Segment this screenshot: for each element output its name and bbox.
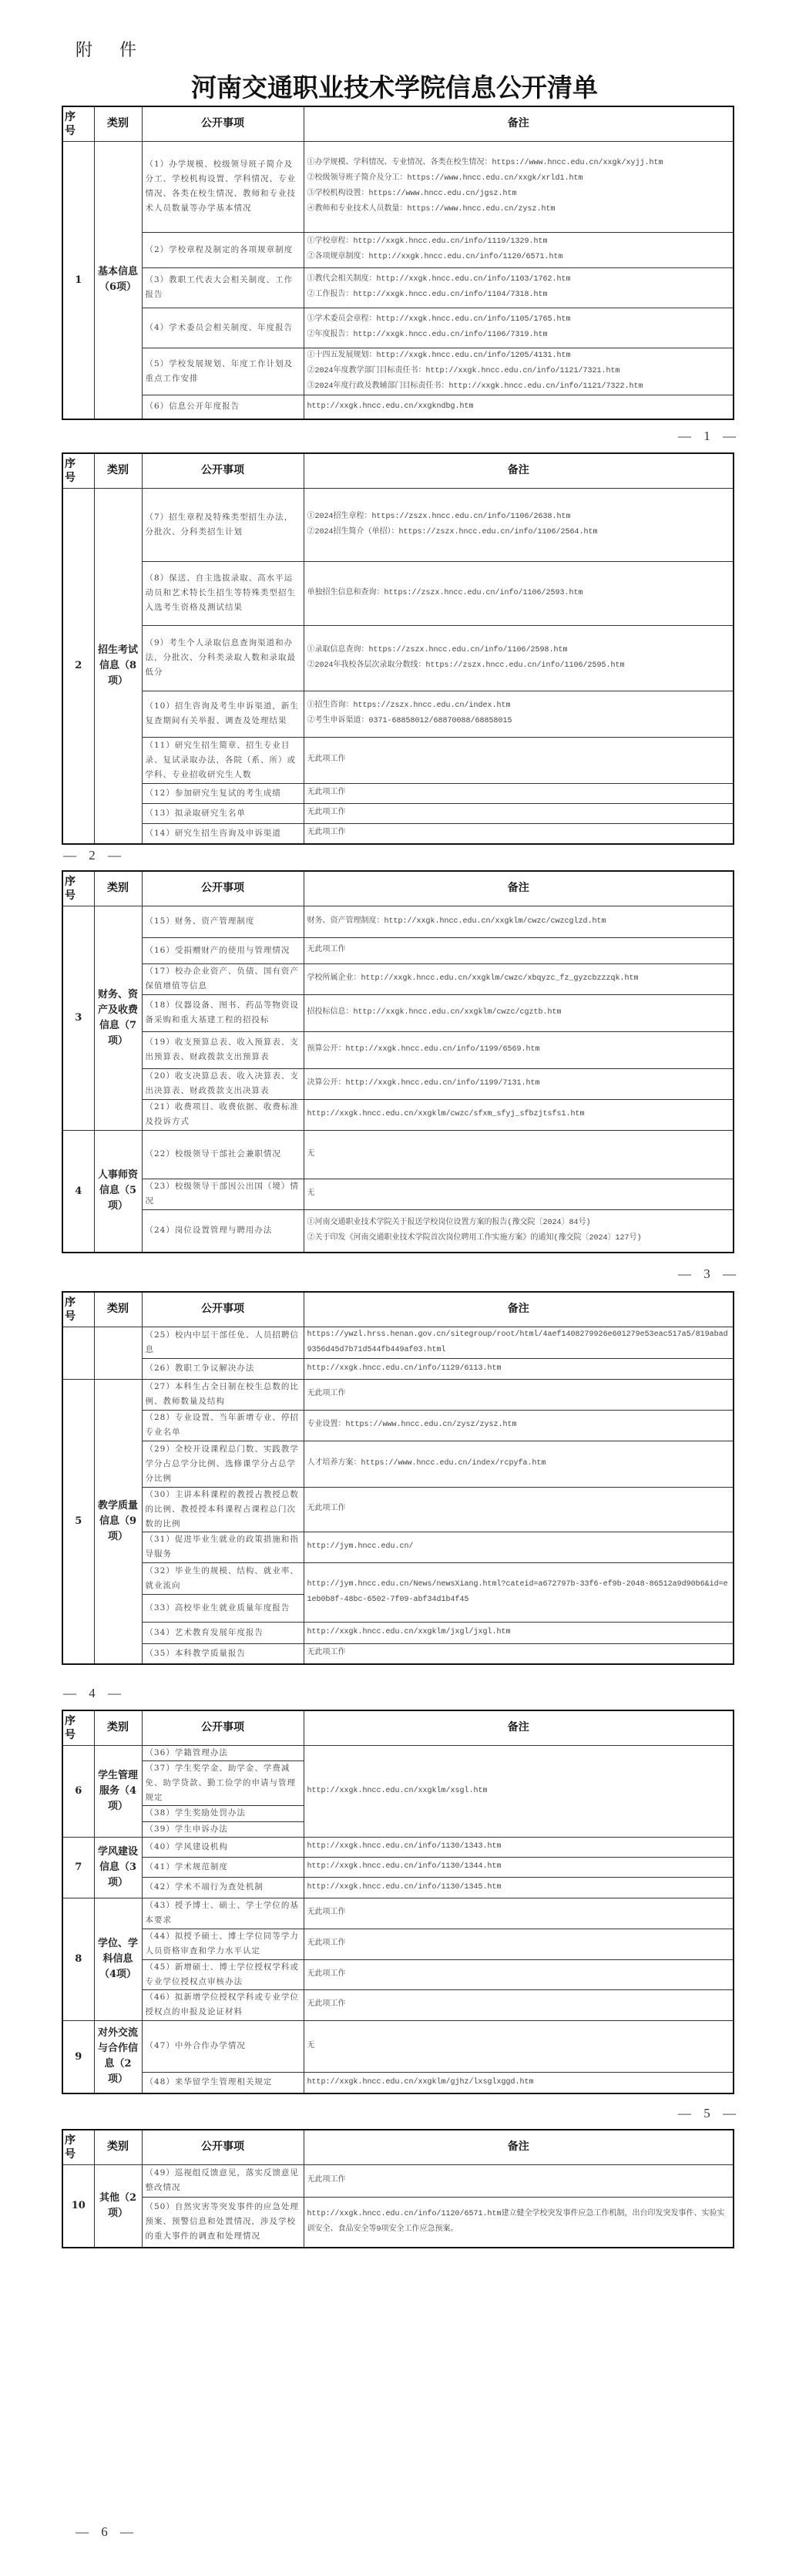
note-text: 无此项工作 [307,1649,346,1658]
table-row [62,1441,734,1487]
disclosure-item: （44）拟授予硕士、博士学位同等学力人员资格审查和学力水平认定 [142,1929,304,1959]
table-row [62,1327,734,1358]
note-text: 无此项工作 [307,1390,346,1398]
disclosure-item: （37）学生奖学金、助学金、学费减免、助学贷款、勤工俭学的申请与管理规定 [142,1760,304,1805]
disclosure-item: （3）教职工代表大会相关制度、工作报告 [142,267,304,308]
note-link[interactable]: 人才培养方案：https://www.hncc.edu.cn/index/rcpyfa.htm [307,1459,546,1468]
note-link[interactable]: 学校所属企业：http://xxgk.hncc.edu.cn/xxgklm/cwzc/xbqyzc_fz_gyzcbzzzqk.htm [307,974,639,983]
note-text: 无此项工作 [307,809,346,817]
note-link[interactable]: http://xxgk.hncc.edu.cn/info/1129/6113.htm [307,1364,502,1373]
table-header-row [62,106,734,141]
disclosure-item: （31）促进毕业生就业的政策措施和指导服务 [142,1532,304,1562]
row-seq: 3 [62,906,94,1130]
table-row [62,2164,734,2197]
row-category: 人事师资信息（5项） [94,1130,142,1253]
disclosure-item: （28）专业设置、当年新增专业、停招专业名单 [142,1410,304,1441]
disclosure-note [304,1410,734,1441]
disclosure-note [304,308,734,348]
table-row [62,963,734,994]
row-category: 对外交流与合作信息（2项） [94,2020,142,2093]
table-row [62,625,734,691]
disclosure-item: （46）拟新增学位授权学科或专业学位授权点的申报及论证材料 [142,1989,304,2020]
disclosure-item: （25）校内中层干部任免、人员招聘信息 [142,1327,304,1358]
header-seq: 序 号 [62,1710,94,1745]
note-link[interactable]: ②校级领导班子简介及分工：https://www.hncc.edu.cn/xxgk/xrld1.htm [307,174,583,183]
page-number: — 4 — [63,1686,126,1700]
disclosure-item: （19）收支预算总表、收入预算表、支出预算表、财政拨款支出预算表 [142,1031,304,1068]
header-note: 备注 [304,1292,734,1327]
table-row [62,1898,734,1929]
note-text: 无此项工作 [307,1969,346,1979]
disclosure-item: （32）毕业生的规模、结构、就业率、就业流向 [142,1562,304,1594]
table-row [62,395,734,419]
table-row [62,2072,734,2093]
note-link[interactable]: http://xxgk.hncc.edu.cn/xxgklm/jxgl/jxgl.htm [307,1628,511,1636]
disclosure-item: （22）校级领导干部社会兼职情况 [142,1130,304,1179]
header-item: 公开事项 [142,1710,304,1745]
disclosure-item: （40）学风建设机构 [142,1837,304,1857]
note-link[interactable]: ①办学规模、学科情况、专业情况、各类在校生情况：https://www.hncc.edu.cn/xxgk/xyjj.htm [307,159,663,167]
attachment-label: 附 件 [76,41,147,60]
note-link[interactable]: ③学校机构设置：https://www.hncc.edu.cn/jgsz.htm [307,190,517,198]
table-row [62,783,734,803]
header-note: 备注 [304,2130,734,2164]
table-header-row [62,871,734,906]
note-link[interactable]: ①学校章程：http://xxgk.hncc.edu.cn/info/1119/1329.htm [307,237,548,246]
disclosure-item: （35）本科教学质量报告 [142,1643,304,1664]
table-row [62,1532,734,1562]
row-category: 其他（2项） [94,2164,142,2248]
header-category: 类别 [94,871,142,906]
note-link[interactable]: ②2024年度教学部门目标责任书：http://xxgk.hncc.edu.cn/info/1121/7321.htm [307,366,620,375]
header-category: 类别 [94,1292,142,1327]
disclosure-note [304,1857,734,1877]
disclosure-note [304,1179,734,1209]
disclosure-item: （24）岗位设置管理与聘用办法 [142,1209,304,1253]
disclosure-note [304,1487,734,1532]
note-link[interactable]: http://xxgk.hncc.edu.cn/xxgkndbg.htm [307,402,474,411]
info-disclosure-table [62,452,734,845]
disclosure-note [304,488,734,561]
header-category: 类别 [94,1710,142,1745]
note-text: 无 [307,2041,315,2050]
disclosure-note [304,2197,734,2248]
header-note: 备注 [304,453,734,488]
table-row [62,561,734,625]
table-row [62,1622,734,1643]
note-link[interactable]: ①学术委员会章程：http://xxgk.hncc.edu.cn/info/1105/1765.htm [307,315,571,324]
table-row [62,1379,734,1410]
disclosure-note [304,1877,734,1898]
note-link[interactable]: 专业设置：https://www.hncc.edu.cn/zysz/zysz.htm [307,1421,517,1429]
table-header-row [62,453,734,488]
note-text: ②考生申诉渠道：0371-68858012/68870088/68858015 [307,717,512,725]
disclosure-note [304,1358,734,1379]
disclosure-note [304,963,734,994]
disclosure-item: （13）拟录取研究生名单 [142,803,304,823]
disclosure-item: （39）学生申诉办法 [142,1821,304,1837]
disclosure-item: （14）研究生招生咨询及申诉渠道 [142,823,304,844]
note-text: 无此项工作 [307,755,346,764]
header-item: 公开事项 [142,2130,304,2164]
disclosure-item: （29）全校开设课程总门数、实践教学学分占总学分比例、选修课学分占总学分比例 [142,1441,304,1487]
disclosure-item: （1）办学规模、校级领导班子简介及分工、学校机构设置、学科情况、专业情况、各类在校生情况、教师和专业技术人员数量等办学基本情况 [142,141,304,232]
note-link[interactable]: 单独招生信息和查询：https://zszx.hncc.edu.cn/info/1106/2593.htm [307,588,583,597]
row-category: 基本信息（6项） [94,141,142,419]
disclosure-note [304,823,734,844]
disclosure-note [304,1898,734,1929]
header-seq: 序 号 [62,2130,94,2164]
disclosure-item: （4）学术委员会相关制度、年度报告 [142,308,304,348]
table-header-row [62,2130,734,2164]
note-link[interactable]: http://xxgk.hncc.edu.cn/info/1130/1344.htm [307,1862,502,1871]
info-disclosure-table [62,1291,734,1665]
disclosure-note [304,1532,734,1562]
note-text: 无此项工作 [307,789,346,797]
disclosure-note [304,2072,734,2093]
page-number: — 6 — [76,2524,138,2539]
note-text: 无 [307,1189,315,1198]
disclosure-item: （7）招生章程及特殊类型招生办法，分批次、分科类招生计划 [142,488,304,561]
disclosure-note [304,561,734,625]
disclosure-item: （42）学术不端行为查处机制 [142,1877,304,1898]
header-category: 类别 [94,453,142,488]
note-link[interactable]: http://xxgk.hncc.edu.cn/xxgklm/cwzc/sfxm_sfyj_sfbzjtsfs1.htm [307,1110,585,1118]
table-row [62,823,734,844]
disclosure-note [304,141,734,232]
disclosure-note [304,2020,734,2072]
note-text: ②关于印发《河南交通职业技术学院首次岗位聘用工作实施方案》的通知(豫交院〔2024〕127号) [307,1233,642,1243]
note-text: 无此项工作 [307,946,346,954]
note-link[interactable]: https://ywzl.hrss.henan.gov.cn/sitegroup/root/html/4aef1408279926e601279e53eac517a5/819abad9356d45d7b71d544fb449af03.html [307,1330,728,1354]
disclosure-item: （49）巡视组反馈意见，落实反馈意见整改情况 [142,2164,304,2197]
row-seq [62,1327,94,1379]
table-row [62,1487,734,1532]
row-category: 财务、资产及收费信息（7项） [94,906,142,1130]
header-note: 备注 [304,871,734,906]
note-text: 无此项工作 [307,2176,346,2184]
table-row [62,141,734,232]
table-row [62,1179,734,1209]
note-link[interactable]: 财务、资产管理制度：http://xxgk.hncc.edu.cn/xxgklm/cwzc/cwzcglzd.htm [307,916,606,926]
row-category: 学风建设信息（3项） [94,1837,142,1898]
info-disclosure-table [62,870,734,1253]
row-seq: 6 [62,1745,94,1837]
disclosure-item: （12）参加研究生复试的考生成绩 [142,783,304,803]
table-row [62,1643,734,1664]
table-row [62,232,734,267]
table-row [62,2020,734,2072]
note-link[interactable]: http://xxgk.hncc.edu.cn/info/1130/1343.htm [307,1842,502,1851]
note-text: 无此项工作 [307,829,346,838]
table-row [62,1410,734,1441]
row-category: 教学质量信息（9项） [94,1379,142,1664]
disclosure-item: （2）学校章程及制定的各项规章制度 [142,232,304,267]
note-link[interactable]: http://jym.hncc.edu.cn/ [307,1542,414,1551]
disclosure-note [304,2164,734,2197]
disclosure-item: （16）受捐赠财产的使用与管理情况 [142,937,304,963]
table-row [62,1358,734,1379]
note-text: 无此项工作 [307,1505,346,1513]
header-seq: 序 号 [62,871,94,906]
disclosure-item: （34）艺术教育发展年度报告 [142,1622,304,1643]
disclosure-item: （36）学籍管理办法 [142,1745,304,1760]
disclosure-note [304,1837,734,1857]
page-number: — 5 — [678,2106,740,2120]
note-link[interactable]: ②各项规章制度：http://xxgk.hncc.edu.cn/info/1120/6571.htm [307,253,563,261]
disclosure-item: （27）本科生占全日制在校生总数的比例、教师数量及结构 [142,1379,304,1410]
table-row [62,1099,734,1130]
header-seq: 序 号 [62,453,94,488]
disclosure-item: （48）来华留学生管理相关规定 [142,2072,304,2093]
header-seq: 序 号 [62,106,94,141]
table-row [62,1857,734,1877]
table-row [62,308,734,348]
note-link[interactable]: http://xxgk.hncc.edu.cn/info/1130/1345.htm [307,1882,502,1892]
info-disclosure-table [62,1710,734,2094]
note-link[interactable]: ①录取信息查询：https://zszx.hncc.edu.cn/info/1106/2598.htm [307,645,568,654]
table-row [62,1959,734,1989]
note-text: 无此项工作 [307,1939,346,1948]
header-note: 备注 [304,1710,734,1745]
disclosure-note [304,1441,734,1487]
disclosure-note [304,1929,734,1959]
disclosure-item: （26）教职工争议解决办法 [142,1358,304,1379]
disclosure-item: （23）校级领导干部因公出国（境）情况 [142,1179,304,1209]
disclosure-item: （8）保送、自主选拔录取、高水平运动员和艺术特长生招生等特殊类型招生入选考生资格及测试结果 [142,561,304,625]
disclosure-note [304,1622,734,1643]
row-category: 学生管理服务（4项） [94,1745,142,1837]
table-row [62,1562,734,1594]
table-row [62,348,734,395]
disclosure-note [304,783,734,803]
disclosure-item: （30）主讲本科课程的教授占教授总数的比例、教授授本科课程占课程总门次数的比例 [142,1487,304,1532]
table-row [62,1989,734,2020]
header-item: 公开事项 [142,871,304,906]
note-link[interactable]: http://xxgk.hncc.edu.cn/xxgklm/xsgl.htm [307,1786,488,1795]
disclosure-item: （10）招生咨询及考生申诉渠道，新生复查期间有关举报、调查及处理结果 [142,691,304,737]
disclosure-note [304,1959,734,1989]
table-row [62,488,734,561]
disclosure-item: （21）收费项目、收费依据、收费标准及投诉方式 [142,1099,304,1130]
document-title: 河南交通职业技术学院信息公开清单 [191,72,598,103]
row-seq: 9 [62,2020,94,2093]
page-number: — 2 — [63,848,126,863]
disclosure-note [304,1379,734,1410]
disclosure-note [304,906,734,937]
disclosure-note [304,737,734,783]
table-row [62,1031,734,1068]
disclosure-note [304,1562,734,1622]
disclosure-note [304,994,734,1031]
table-row [62,2197,734,2248]
disclosure-note [304,395,734,419]
disclosure-item: （15）财务、资产管理制度 [142,906,304,937]
table-header-row [62,1710,734,1745]
disclosure-note [304,803,734,823]
note-link[interactable]: 预算公开：http://xxgk.hncc.edu.cn/info/1199/6569.htm [307,1045,540,1054]
disclosure-item: （20）收支决算总表、收入决算表、支出决算表、财政拨款支出决算表 [142,1068,304,1099]
disclosure-item: （9）考生个人录取信息查询渠道和办法，分批次、分科类录取人数和录取最低分 [142,625,304,691]
page-number: — 1 — [678,429,740,443]
table-row [62,1745,734,1760]
disclosure-note [304,937,734,963]
note-link[interactable]: ②2024招生简介（单招）：https://zszx.hncc.edu.cn/info/1106/2564.htm [307,527,598,536]
row-category: 学位、学科信息（4项） [94,1898,142,2020]
note-link[interactable]: 决算公开：http://xxgk.hncc.edu.cn/info/1199/7131.htm [307,1079,540,1088]
note-link[interactable]: ①招生咨询：https://zszx.hncc.edu.cn/index.htm [307,701,511,710]
disclosure-item: （38）学生奖励处罚办法 [142,1805,304,1821]
row-category [94,1327,142,1379]
row-seq: 4 [62,1130,94,1253]
disclosure-note [304,1989,734,2020]
note-link[interactable]: ①2024招生章程：https://zszx.hncc.edu.cn/info/1106/2638.htm [307,512,571,521]
note-link[interactable]: ②2024年我校各层次录取分数线：https://zszx.hncc.edu.cn/info/1106/2595.htm [307,661,625,670]
disclosure-note [304,1209,734,1253]
table-row [62,737,734,783]
disclosure-item: （50）自然灾害等突发事件的应急处理预案、预警信息和处置情况，涉及学校的重大事件的调查和处理情况 [142,2197,304,2248]
header-category: 类别 [94,2130,142,2164]
row-seq: 7 [62,1837,94,1898]
disclosure-note [304,348,734,395]
row-seq: 2 [62,488,94,844]
row-seq: 1 [62,141,94,419]
note-text: 无此项工作 [307,2000,346,2009]
table-header-row [62,1292,734,1327]
header-note: 备注 [304,106,734,141]
disclosure-note [304,267,734,308]
note-text: 无 [307,1149,315,1159]
disclosure-item: （5）学校发展规划、年度工作计划及重点工作安排 [142,348,304,395]
disclosure-note [304,1068,734,1099]
note-link[interactable]: ②工作报告：http://xxgk.hncc.edu.cn/info/1104/7318.htm [307,291,548,299]
note-text: 无此项工作 [307,1908,346,1917]
header-seq: 序 号 [62,1292,94,1327]
table-row [62,937,734,963]
disclosure-item: （18）仪器设备、图书、药品等物资设备采购和重大基建工程的招投标 [142,994,304,1031]
disclosure-note [304,1327,734,1358]
header-category: 类别 [94,106,142,141]
disclosure-item: （17）校办企业资产、负债、国有资产保值增值等信息 [142,963,304,994]
disclosure-item: （6）信息公开年度报告 [142,395,304,419]
disclosure-item: （41）学术规范制度 [142,1857,304,1877]
info-disclosure-table [62,2129,734,2248]
header-item: 公开事项 [142,106,304,141]
note-link[interactable]: ③2024年度行政及教辅部门目标责任书：http://xxgk.hncc.edu.cn/info/1121/7322.htm [307,382,643,391]
row-seq: 10 [62,2164,94,2248]
table-row [62,994,734,1031]
header-item: 公开事项 [142,1292,304,1327]
note-link[interactable]: ④教师和专业技术人员数量：https://www.hncc.edu.cn/zysz.htm [307,205,556,214]
table-row [62,803,734,823]
table-row [62,691,734,737]
table-row [62,1068,734,1099]
note-link[interactable]: ②年度报告：http://xxgk.hncc.edu.cn/info/1106/7319.htm [307,331,548,339]
note-link[interactable]: http://xxgk.hncc.edu.cn/info/1120/6571.htm建立健全学校突发事件应急工作机制，出台印发突发事件、实验实训安全、食品安全等9项安全工作应急预案。 [307,2209,725,2234]
table-row [62,1837,734,1857]
note-link[interactable]: ①十四五发展规划：http://xxgk.hncc.edu.cn/info/1205/4131.htm [307,351,571,360]
row-category: 招生考试信息（8项） [94,488,142,844]
disclosure-note [304,625,734,691]
note-link[interactable]: http://xxgk.hncc.edu.cn/xxgklm/gjhz/lxsglxggd.htm [307,2077,534,2087]
disclosure-note [304,1130,734,1179]
disclosure-item: （33）高校毕业生就业质量年度报告 [142,1594,304,1622]
row-seq: 8 [62,1898,94,2020]
disclosure-item: （47）中外合作办学情况 [142,2020,304,2072]
page-number: — 3 — [678,1266,740,1281]
table-row [62,1209,734,1253]
disclosure-item: （45）新增硕士、博士学位授权学科或专业学位授权点审核办法 [142,1959,304,1989]
table-row [62,1929,734,1959]
note-link[interactable]: ①教代会相关制度：http://xxgk.hncc.edu.cn/info/1103/1762.htm [307,275,571,284]
table-row [62,267,734,308]
row-seq: 5 [62,1379,94,1664]
disclosure-note [304,232,734,267]
note-link[interactable]: http://jym.hncc.edu.cn/News/newsXiang.html?cateid=a672797b-33f6-ef9b-2048-86512a9d90b6&id=e1eb0b8f-48bc-6502-7f09-abf34d1b4f45 [307,1579,728,1604]
table-row [62,906,734,937]
table-row [62,1877,734,1898]
disclosure-item: （11）研究生招生简章、招生专业目录、复试录取办法，各院（系、所）或学科、专业招收研究生人数 [142,737,304,783]
disclosure-note [304,1745,734,1837]
disclosure-note [304,1099,734,1130]
disclosure-note [304,691,734,737]
table-row [62,1130,734,1179]
disclosure-item: （43）授予博士、硕士、学士学位的基本要求 [142,1898,304,1929]
info-disclosure-table [62,106,734,420]
disclosure-note [304,1031,734,1068]
note-text: ①河南交通职业技术学院关于报送学校岗位设置方案的报告(豫交院〔2024〕84号) [307,1218,591,1227]
disclosure-note [304,1643,734,1664]
note-link[interactable]: 招投标信息：http://xxgk.hncc.edu.cn/xxgklm/cwzc/cgztb.htm [307,1008,562,1017]
header-item: 公开事项 [142,453,304,488]
